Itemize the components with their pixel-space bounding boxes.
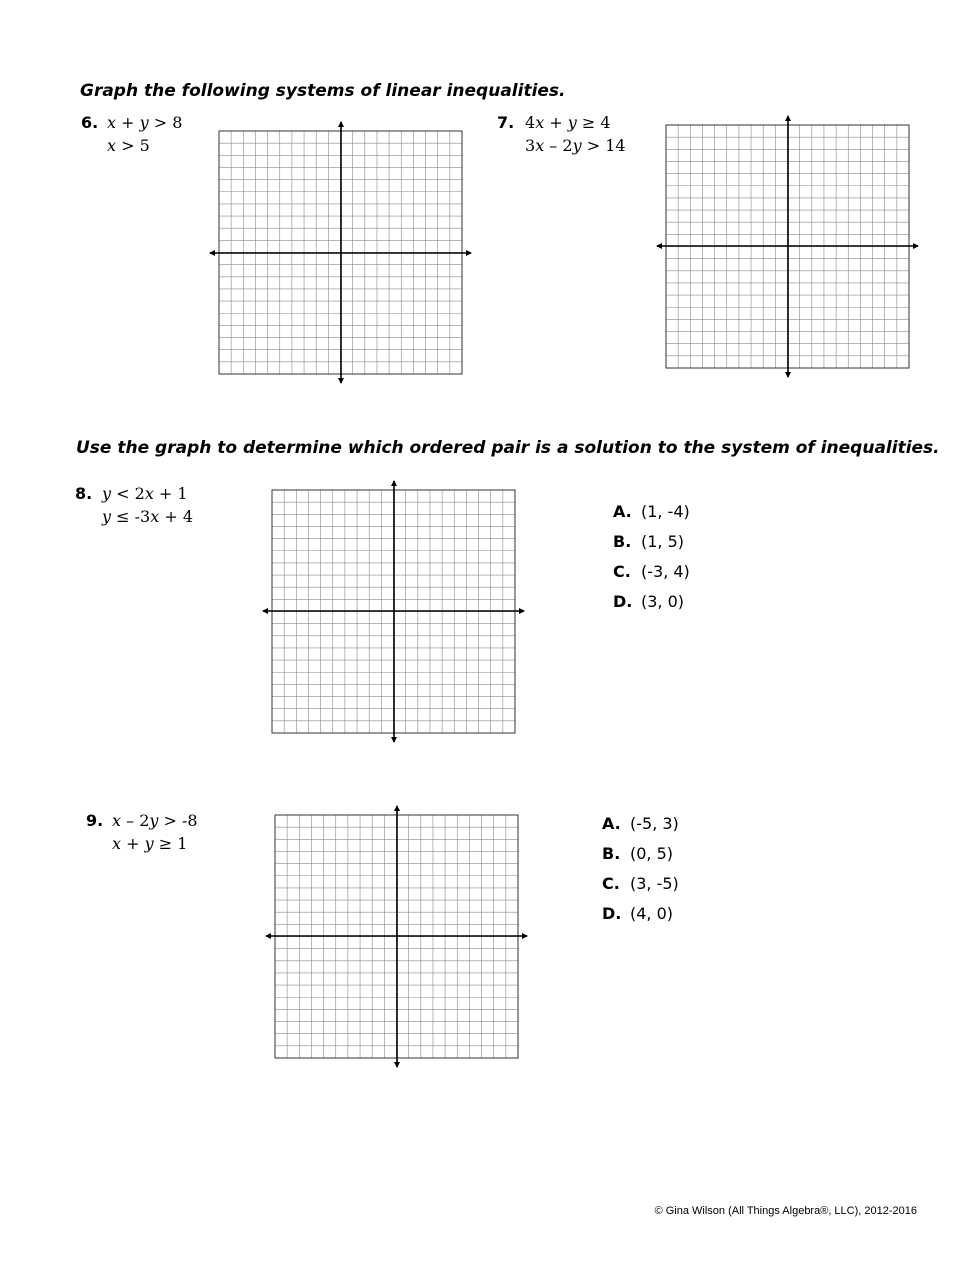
inequality-1: x – 2y > -8 <box>112 811 198 830</box>
choice-letter: D. <box>602 904 622 923</box>
inequality-1: x + y > 8 <box>107 113 183 132</box>
x-axis-arrow-right <box>466 250 472 256</box>
y-axis-arrow-down <box>338 378 344 384</box>
grid-border <box>275 815 518 1058</box>
inequality-2: x > 5 <box>107 136 150 155</box>
choice-letter: C. <box>613 562 631 581</box>
choice-value: (3, -5) <box>630 874 679 893</box>
choice-letter: A. <box>613 502 632 521</box>
problem-7 <box>497 111 626 157</box>
problem-number: 6. <box>81 113 99 132</box>
choice-value: (1, -4) <box>641 502 690 521</box>
copyright-footer: © Gina Wilson (All Things Algebra®, LLC), 2012-2016 <box>654 1205 917 1217</box>
x-axis-arrow-right <box>913 243 919 249</box>
choice-a[interactable] <box>602 809 679 839</box>
y-axis-arrow-down <box>785 372 791 378</box>
choice-b[interactable] <box>613 527 690 557</box>
section-2-heading: Use the graph to determine which ordered pair is a solution to the system of inequalities. <box>76 438 940 458</box>
problem-9 <box>86 809 198 855</box>
inequality-1: y < 2x + 1 <box>102 484 188 503</box>
choice-value: (3, 0) <box>641 592 685 611</box>
x-axis-arrow-left <box>656 243 662 249</box>
y-axis-arrow-up <box>391 480 397 486</box>
choice-letter: B. <box>602 844 621 863</box>
x-axis-arrow-right <box>522 933 528 939</box>
x-axis-arrow-left <box>265 933 271 939</box>
answer-choices-8 <box>613 497 690 617</box>
choice-value: (-5, 3) <box>630 814 679 833</box>
y-axis-arrow-up <box>338 121 344 127</box>
y-axis-arrow-up <box>394 805 400 811</box>
problem-6 <box>81 111 182 157</box>
problem-number: 8. <box>75 484 93 503</box>
section-1-heading: Graph the following systems of linear inequalities. <box>80 81 566 101</box>
choice-b[interactable] <box>602 839 679 869</box>
choice-letter: A. <box>602 814 621 833</box>
x-axis-arrow-left <box>209 250 215 256</box>
choice-value: (1, 5) <box>641 532 685 551</box>
choice-c[interactable] <box>602 869 679 899</box>
choice-letter: D. <box>613 592 633 611</box>
choice-d[interactable] <box>613 587 690 617</box>
problem-number: 7. <box>497 113 515 132</box>
choice-letter: C. <box>602 874 620 893</box>
grid-border <box>272 490 515 733</box>
choice-value: (4, 0) <box>630 904 674 923</box>
choice-value: (-3, 4) <box>641 562 690 581</box>
grid-border <box>219 131 462 374</box>
inequality-2: y ≤ -3x + 4 <box>102 507 194 526</box>
answer-choices-9 <box>602 809 679 929</box>
problem-number: 9. <box>86 811 104 830</box>
grid-border <box>666 125 909 368</box>
y-axis-arrow-up <box>785 115 791 121</box>
x-axis-arrow-left <box>262 608 268 614</box>
choice-a[interactable] <box>613 497 690 527</box>
choice-d[interactable] <box>602 899 679 929</box>
x-axis-arrow-right <box>519 608 525 614</box>
inequality-1: 4x + y ≥ 4 <box>525 113 611 132</box>
inequality-2: x + y ≥ 1 <box>112 834 188 853</box>
problem-8 <box>75 482 193 528</box>
inequality-2: 3x – 2y > 14 <box>525 136 626 155</box>
y-axis-arrow-down <box>391 737 397 743</box>
y-axis-arrow-down <box>394 1062 400 1068</box>
choice-value: (0, 5) <box>630 844 674 863</box>
choice-c[interactable] <box>613 557 690 587</box>
choice-letter: B. <box>613 532 632 551</box>
